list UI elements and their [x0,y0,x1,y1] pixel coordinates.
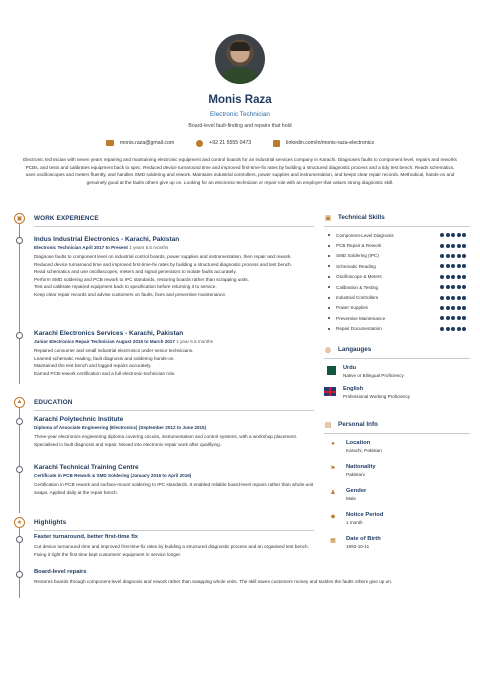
phone-icon [196,140,203,147]
rating-dot [446,233,450,237]
skill-rating [440,233,466,237]
section-title: Personal Info [338,421,378,428]
rating-dot [440,285,444,289]
rating-dot [462,306,466,310]
experience-entry [34,330,314,377]
rating-dot [446,244,450,248]
section-title: EDUCATION [34,398,73,406]
contact-phone[interactable] [196,140,251,147]
rating-dot [451,275,455,279]
skill-name: PCB Repair & Rework [336,243,382,249]
personal-info-item [324,440,470,464]
contact-linkedin[interactable] [273,140,374,147]
linkedin-text: linkedin.com/in/monis-raza-electronics [286,140,375,146]
experience-entry [34,236,314,298]
rating-dot [451,296,455,300]
language-name: Urdu [343,365,357,371]
personal-info-section [324,419,470,560]
envelope-icon [106,140,114,146]
info-value: Male [346,496,356,501]
rating-dot [451,306,455,310]
skill-rating [440,327,466,331]
skill-name: Component-Level Diagnosis [336,232,394,238]
rating-dot [451,254,455,258]
email-text: monis.raza@gmail.com [119,140,175,146]
degree: Certificate in PCB Rework & SMD Soldering (January 2016 to April 2016) [34,473,192,478]
highlight-entry [34,569,474,586]
section-title: Highlights [34,518,67,526]
skill-name: Schematic Reading [336,263,376,269]
rating-dot [440,264,444,268]
skill-item [324,251,470,261]
contact-bar [0,138,480,148]
linkedin-icon [273,140,280,147]
skill-rating [440,254,466,258]
rating-dot [440,316,444,320]
skill-item [324,282,470,292]
rating-dot [440,254,444,258]
globe-icon: ◍ [324,346,332,354]
skill-item [324,240,470,250]
rating-dot [462,327,466,331]
skill-name: Preventive Maintenance [336,315,386,321]
bullet-icon [328,265,330,267]
rating-dot [440,327,444,331]
bullet-icon [328,255,330,257]
skill-rating [440,316,466,320]
job-title: Electronic Technician [210,111,270,118]
rating-dot [462,244,466,248]
tagline: Board-level fault-finding and repairs that hold [188,123,292,129]
rating-dot [451,233,455,237]
skills-list [324,230,470,334]
skill-rating [440,285,466,289]
rating-dot [462,254,466,258]
rating-dot [451,327,455,331]
info-label: Location [346,440,371,446]
personal-info-item [324,464,470,488]
rating-dot [451,264,455,268]
rating-dot [440,275,444,279]
pin-icon: ● [331,441,335,447]
skill-rating [440,296,466,300]
bullet-icon [328,234,330,236]
rating-dot [446,254,450,258]
rating-dot [446,275,450,279]
info-value: 1 month [346,520,363,525]
personal-info-item [324,512,470,536]
rating-dot [440,306,444,310]
skill-rating [440,306,466,310]
rating-dot [457,327,461,331]
language-item [324,386,470,405]
rating-dot [462,316,466,320]
profile-photo [215,34,265,84]
company-name: Indus Industrial Electronics - Karachi, Pakistan [34,236,180,243]
education-body: Certification in PCB rework and surface-mount soldering to IPC standards. It enabled reliable board-level repairs rather than whole-unit swaps. Applied daily at the repair bench. [34,482,314,495]
rating-dot [457,285,461,289]
rating-dot [440,233,444,237]
rating-dot [457,316,461,320]
info-label: Notice Period [346,512,384,518]
language-level: Professional Working Proficiency [343,394,411,399]
contact-email[interactable] [106,140,174,146]
languages-section [324,344,470,405]
skills-section [324,212,470,334]
info-label: Date of Birth [346,536,381,542]
info-value: 1993-10-11 [346,544,370,549]
rating-dot [457,306,461,310]
section-title: Langauges [338,346,372,353]
highlight-entry [34,534,314,558]
personal-info-item [324,536,470,560]
uk-flag-icon [324,387,336,396]
bullet-icon [328,297,330,299]
phone-text: +92 21 5555 0473 [209,140,252,146]
info-value: Karachi, Pakistan [346,448,382,453]
rating-dot [451,316,455,320]
education-body: Three-year electronics engineering diploma covering circuits, instrumentation and control systems, with a workshop placement. Specialised in fault diagnosis and repair. Moved into electronic-repair work after qualifying. [34,434,298,447]
rating-dot [446,327,450,331]
skill-item [324,313,470,323]
experience-bullets: Repaired consumer and small industrial electronics under senior technicians. Learned schematic reading, fault diagnosis and soldering hands-on. Maintained the test bench and logged repairs accurately. Earned PCB-rework certification and a full electronic-technician role. [34,348,194,376]
skill-rating [440,264,466,268]
language-item [324,365,470,384]
bell-icon: ◆ [330,514,336,520]
highlight-title: Board-level repairs [34,569,87,575]
profile-summary: Electronic technician with seven years repairing and maintaining electronic equipment and control boards for an industrial services company in Karachi. Diagnoses faults to component level, repairs and reworks PCBs, and tests and calibrates equipment back to spec. Reduced device turnaround time and improved first-time-fix rates by building a structured diagnostic process and a tidy test bench. Reads schematics, uses oscilloscopes and meters fluently, and handles SMD soldering and rework. Maintains industrial controllers, power supplies and instrumentation, and keeps clear repair records. Methodical, hands-on and genuinely good at the faults others give up on. Looking for an electronic-technician or repair role with an employer that values strong diagnostic skill. [23,157,457,185]
bullet-icon [328,286,330,288]
skill-name: Calibration & Testing [336,284,379,290]
skill-rating [440,275,466,279]
highlight-body: Cut device turnaround time and improved first-time-fix rates by building a structured diagnostic process and an organised test bench. Fixing it right the first time kept customers' equipment in service longer. [34,544,309,557]
skill-item [324,261,470,271]
rating-dot [457,275,461,279]
education-entry [34,464,314,496]
calendar-icon: ▦ [330,538,336,544]
person-icon: ♟ [330,490,336,496]
skill-item [324,292,470,302]
rating-dot [446,264,450,268]
bullet-icon [328,317,330,319]
skill-name: Industrial Controllers [336,295,379,301]
bullet-icon [328,276,330,278]
skill-name: Oscilloscope & Meters [336,274,382,280]
role-dates: Electronic Technician April 2017 to Present 1 years 5.5 months [34,245,169,250]
rating-dot [440,296,444,300]
experience-bullets: Diagnose faults to component level on industrial control boards, power supplies and instrumentation, then repair and rework. Reduced device turnaround time and improved first-time-fix rates by building a structured diagnostic process and test bench. Read schematics and use oscilloscopes, meters and signal generators to isolate faults accurately. Perform SMD soldering and PCB rework to IPC standards, restoring boards rather than scrapping units. Test and calibrate repaired equipment back to specification before returning it to service. Keep clear repair records and advise customers on faults, fixes and preventive maintenance. [34,254,292,297]
skill-name: SMD Soldering (IPC) [336,253,379,259]
bullet-icon [328,245,330,247]
skill-item [324,303,470,313]
briefcase-icon: ▣ [14,213,25,224]
rating-dot [457,296,461,300]
info-label: Gender [346,488,367,494]
candidate-name: Monis Raza [208,94,272,106]
company-name: Karachi Electronics Services - Karachi, Pakistan [34,330,184,337]
rating-dot [462,233,466,237]
rating-dot [446,285,450,289]
section-title: Technical Skills [338,214,385,221]
highlight-body: Restores boards through component-level diagnosis and rework rather than swapping whole units. The skill saves customers money and tackles the faults others give up on. [34,579,393,584]
skill-item [324,272,470,282]
skill-name: Power Supplies [336,305,368,311]
language-name: English [343,386,364,392]
rating-dot [446,306,450,310]
personal-info-item [324,488,470,512]
info-label: Nationality [346,464,376,470]
skill-name: Repair Documentation [336,326,382,332]
rating-dot [457,244,461,248]
pakistan-flag-icon [324,366,336,375]
rating-dot [446,296,450,300]
bullet-icon [328,328,330,330]
id-card-icon: ▤ [324,421,332,429]
bullet-icon [328,307,330,309]
language-level: Native or Bilingual Proficiency [343,373,404,378]
rating-dot [462,285,466,289]
school-name: Karachi Technical Training Centre [34,464,139,471]
briefcase-icon: ▣ [324,214,332,222]
rating-dot [462,275,466,279]
rating-dot [457,233,461,237]
info-value: Pakistani [346,472,365,477]
graduation-cap-icon: ▲ [14,397,25,408]
skill-rating [440,244,466,248]
role-dates: Junior Electronics Repair Technician August 2015 to March 2017 1 year 6.5 months [34,339,213,344]
rating-dot [440,244,444,248]
degree: Diploma of Associate Engineering (Electronics) (September 2012 to June 2015) [34,425,207,430]
skill-item [324,230,470,240]
rating-dot [451,244,455,248]
rating-dot [462,264,466,268]
rating-dot [457,264,461,268]
rating-dot [451,285,455,289]
rating-dot [446,316,450,320]
skill-item [324,324,470,334]
rating-dot [462,296,466,300]
section-title: WORK EXPERIENCE [34,214,99,222]
star-icon: ★ [14,517,25,528]
rating-dot [457,254,461,258]
highlight-title: Faster turnaround, better first-time fix [34,534,139,540]
flag-icon: ⚑ [330,466,336,472]
school-name: Karachi Polytechnic Institute [34,416,124,423]
education-entry [34,416,314,448]
